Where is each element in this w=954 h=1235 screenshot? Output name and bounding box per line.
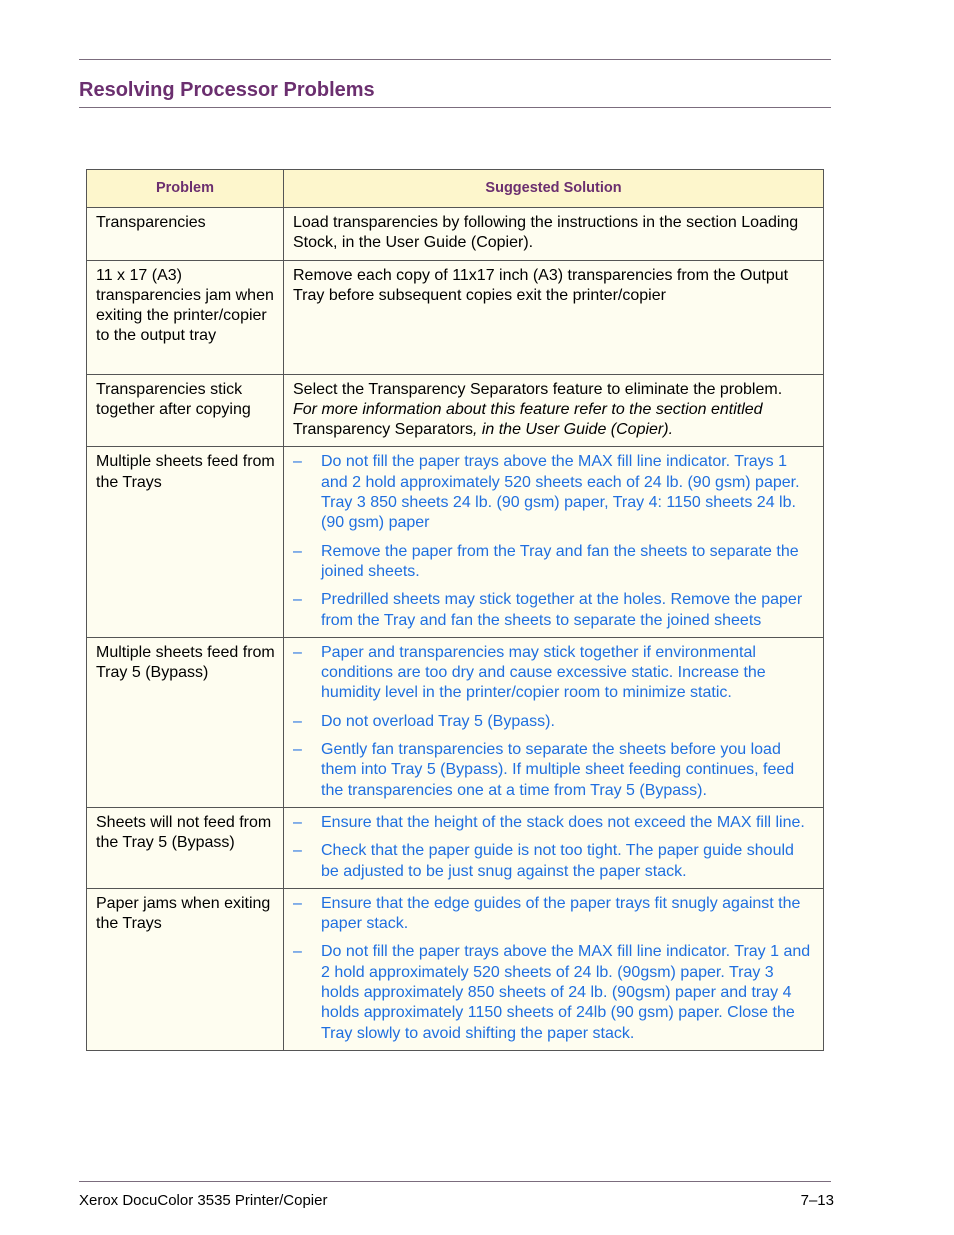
dash-marker: – [293,813,302,831]
table-row [87,447,824,637]
dash-marker: – [293,943,302,961]
dash-marker: – [293,741,302,759]
problem-cell: Sheets will not feed from the Tray 5 (Bypass) [87,807,284,888]
solution-item [293,740,815,801]
troubleshooting-table [86,169,824,1051]
problem-cell: 11 x 17 (A3) transparencies jam when exiting the printer/copier to the output tray [87,260,284,374]
solution-item [293,813,815,833]
solution-item-text: Gently fan transparencies to separate the sheets before you load them into Tray 5 (Bypass). If multiple sheet feeding continues, feed the transparencies one at a time from Tray 5 (Bypass). [321,741,795,799]
solution-item [293,894,815,935]
dash-marker: – [293,643,302,661]
dash-marker: – [293,894,302,912]
footer-product-name: Xerox DocuColor 3535 Printer/Copier [79,1192,328,1209]
dash-marker: – [293,542,302,560]
solution-item-text: Remove the paper from the Tray and fan the sheets to separate the joined sheets. [321,542,799,580]
feature-name: Transparency Separators [293,421,473,439]
solution-item [293,841,815,882]
solution-item [293,942,815,1043]
solution-list [293,894,815,1044]
solution-cell: Load transparencies by following the instructions in the section Loading Stock, in the User Guide (Copier). [284,208,824,261]
dash-marker: – [293,712,302,730]
solution-list [293,643,815,801]
solution-list [293,813,815,882]
column-header-solution: Suggested Solution [284,170,824,208]
solution-item [293,542,815,583]
solution-item-text: Do not overload Tray 5 (Bypass). [321,712,555,730]
dash-marker: – [293,591,302,609]
solution-cell [284,637,824,807]
solution-item-text: Do not fill the paper trays above the MAX fill line indicator. Tray 1 and 2 hold approximately 520 sheets of 24 lb. (90gsm) paper. Tray 3 holds approximately 850 sheets of 24 lb. (90gsm) paper and tray 4 holds approximately 1150 sheets of 24lb (90 gsm) paper. Close the Tray slowly to avoid shifting the paper stack. [321,943,811,1042]
table-header-row [87,170,824,208]
column-header-problem: Problem [87,170,284,208]
solution-line: Select the Transparency Separators feature to eliminate the problem. [293,380,783,398]
solution-cell: Remove each copy of 11x17 inch (A3) transparencies from the Output Tray before subsequent copies exit the printer/copier [284,260,824,374]
problem-cell: Multiple sheets feed from the Trays [87,447,284,637]
section-title: Resolving Processor Problems [79,79,375,101]
dash-marker: – [293,842,302,860]
solution-item-text: Paper and transparencies may stick together if environmental conditions are too dry and cause excessive static. Increase the humidity level in the printer/copier room to minimize static. [321,643,766,702]
dash-marker: – [293,453,302,471]
title-rule [79,107,831,108]
solution-italic-text: For more information about this feature refer to the section entitled [293,400,763,418]
table-row [87,208,824,261]
problem-cell: Transparencies stick together after copying [87,374,284,447]
footer-page-number: 7–13 [800,1192,834,1209]
footer-rule [79,1181,831,1182]
solution-item-text: Predrilled sheets may stick together at the holes. Remove the paper from the Tray and fan the sheets to separate the joined sheets [321,591,803,629]
solution-item-text: Do not fill the paper trays above the MAX fill line indicator. Trays 1 and 2 hold approximately 520 sheets each of 24 lb. (90 gsm) paper. Tray 3 850 sheets 24 lb. (90 gsm) paper, Tray 4: 1150 sheets 24 lb. (90 gsm) paper [321,453,800,532]
solution-item [293,712,815,732]
solution-item-text: Ensure that the height of the stack does not exceed the MAX fill line. [321,813,805,831]
solution-item [293,643,815,704]
solution-item-text: Check that the paper guide is not too tight. The paper guide should be adjusted to be just snug against the paper stack. [321,842,794,880]
table-row [87,260,824,374]
solution-cell [284,374,824,447]
problem-cell: Paper jams when exiting the Trays [87,888,284,1050]
table-row [87,807,824,888]
table-row [87,637,824,807]
table-row [87,888,824,1050]
solution-item [293,452,815,533]
problem-cell: Multiple sheets feed from Tray 5 (Bypass) [87,637,284,807]
table-row [87,374,824,447]
top-rule [79,59,831,60]
problem-cell: Transparencies [87,208,284,261]
solution-italic-text: , in the User Guide (Copier). [472,421,674,439]
solution-item-text: Ensure that the edge guides of the paper trays fit snugly against the paper stack. [321,894,801,933]
solution-item [293,590,815,631]
solution-cell [284,888,824,1050]
solution-list [293,452,815,630]
solution-cell [284,447,824,637]
solution-cell [284,807,824,888]
